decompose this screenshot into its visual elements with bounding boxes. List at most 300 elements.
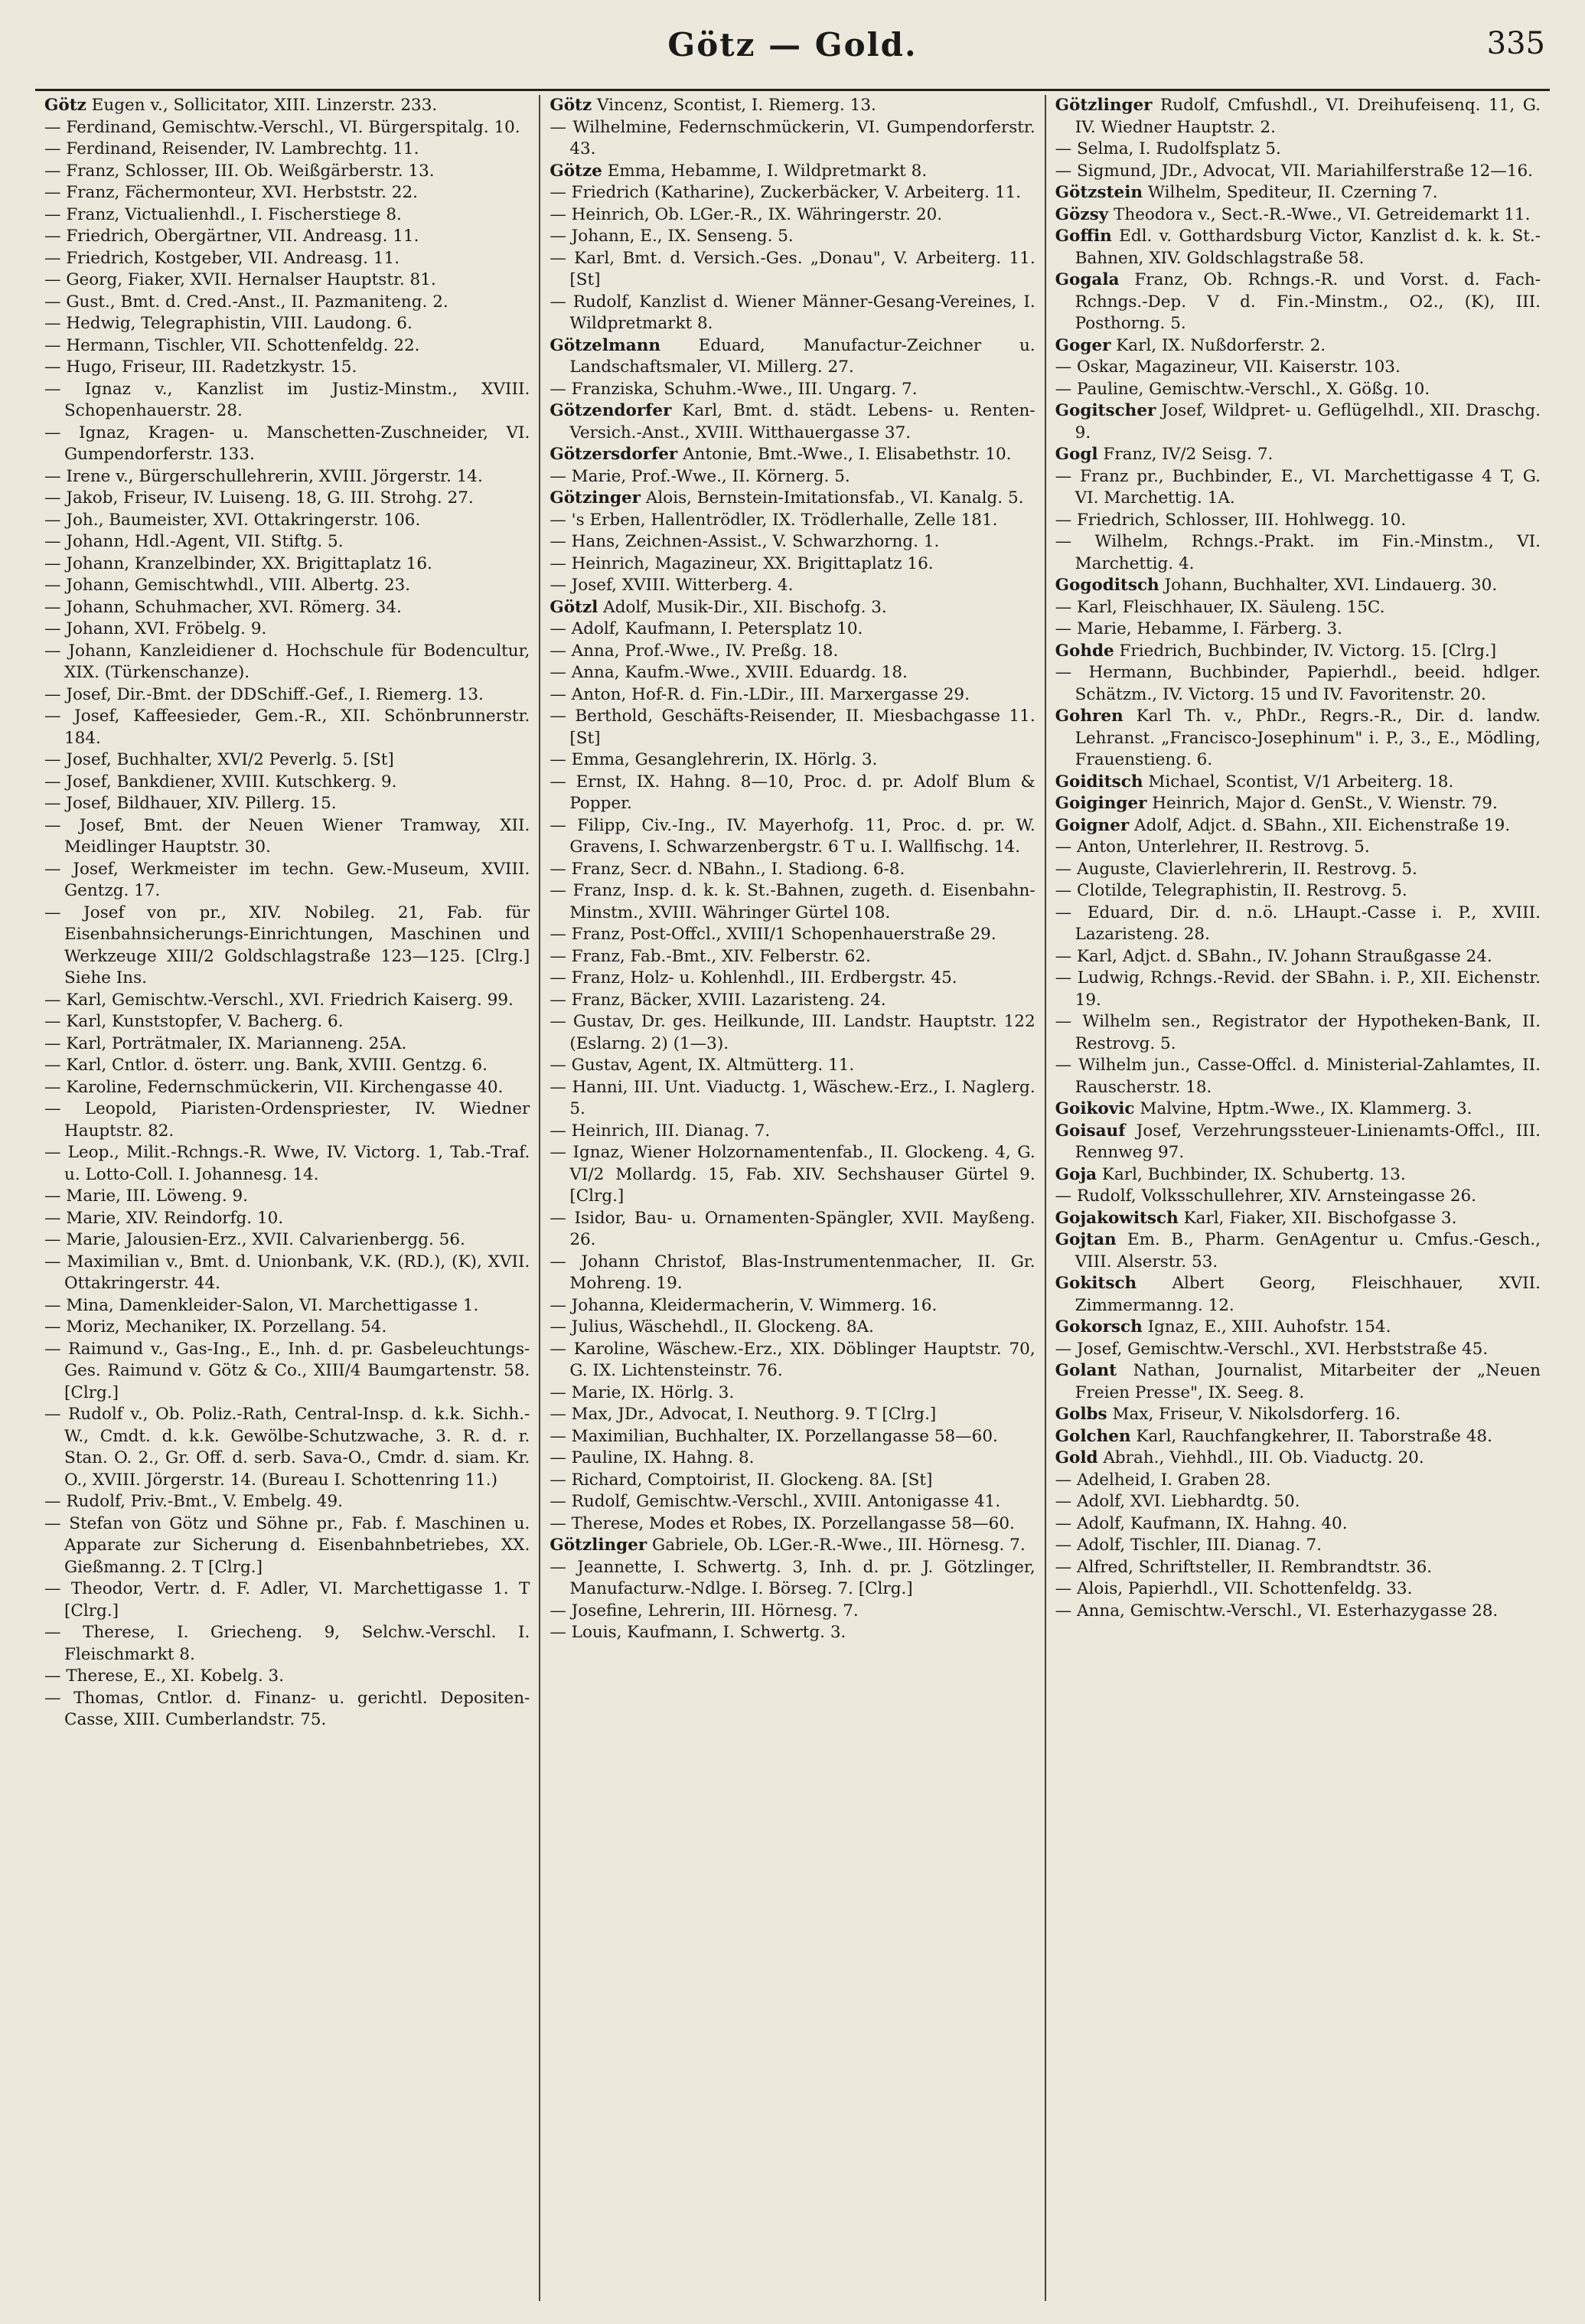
entry-details: Karoline, Wäschew.-Erz., XIX. Döblinger Hauptstr. 70, G. IX. Lichtensteinstr. 76. [566, 1339, 1035, 1380]
entry-dash: — [44, 1056, 61, 1075]
entry-dash: — [550, 204, 566, 224]
entry-details: Anton, Hof-R. d. Fin.-LDir., III. Marxergasse 29. [566, 684, 970, 704]
directory-entry [1055, 1557, 1541, 1579]
directory-entry [550, 248, 1035, 292]
directory-entry [550, 466, 1035, 488]
entry-details: Wilhelmine, Federnschmückerin, VI. Gumpendorferstr. 43. [566, 117, 1035, 158]
directory-entry [550, 510, 1035, 532]
entry-dash: — [1055, 466, 1072, 486]
entry-dash: — [44, 270, 61, 289]
entry-surname: Goisauf [1055, 1121, 1126, 1141]
directory-entry [1055, 859, 1541, 881]
entry-details: Friedrich, Buchbinder, IV. Victorg. 15. [Clrg.] [1114, 641, 1497, 661]
entry-surname: Gold [1055, 1448, 1098, 1467]
entry-details: Max, Friseur, V. Nikolsdorferg. 16. [1107, 1405, 1401, 1424]
entry-details: Heinrich, Ob. LGer.-R., IX. Währingerstr. 20. [566, 204, 943, 224]
entry-details: Theodor, Vertr. d. F. Adler, VI. Marchettigasse 1. T [Clrg.] [60, 1579, 530, 1621]
entry-surname: Gojtan [1055, 1230, 1117, 1249]
entry-dash: — [44, 772, 61, 792]
entry-details: Therese, E., XI. Kobelg. 3. [60, 1666, 285, 1686]
directory-entry [550, 400, 1035, 444]
directory-entry [44, 1186, 530, 1208]
entry-details: Clotilde, Telegraphistin, II. Restrovg. 5. [1071, 881, 1407, 900]
directory-entry [44, 248, 530, 270]
entry-dash: — [550, 1382, 566, 1402]
entry-details: Johann, E., IX. Senseng. 5. [566, 227, 794, 246]
entry-dash: — [1055, 139, 1072, 158]
directory-entry [44, 1208, 530, 1230]
entry-details: Johann, Kranzelbinder, XX. Brigittaplatz 16. [60, 553, 432, 573]
directory-entry [550, 1252, 1035, 1295]
directory-entry [44, 357, 530, 379]
entry-details: Wilhelm sen., Registrator der Hypotheken-Bank, II. Restrovg. 5. [1071, 1012, 1541, 1053]
directory-entry [550, 1426, 1035, 1448]
entry-details: Pauline, Gemischtw.-Verschl., X. Gößg. 10. [1071, 379, 1430, 399]
entry-dash: — [44, 488, 61, 508]
entry-details: Berthold, Geschäfts-Reisender, II. Miesbachgasse 11. [St] [566, 707, 1035, 748]
directory-entry [44, 269, 530, 292]
entry-details: Karl, Cntlor. d. österr. ung. Bank, XVIII. Gentzg. 6. [60, 1056, 488, 1075]
entry-details: Ignaz, E., XIII. Auhofstr. 154. [1142, 1317, 1391, 1337]
directory-entry [550, 619, 1035, 641]
entry-dash: — [1055, 837, 1072, 857]
directory-entry [44, 531, 530, 553]
entry-details: Abrah., Viehhdl., III. Ob. Viaductg. 20. [1097, 1448, 1424, 1467]
entry-dash: — [44, 1252, 61, 1271]
entry-surname: Götzlinger [550, 1536, 647, 1555]
entry-details: Ignaz, Kragen- u. Manschetten-Zuschneider, VI. Gumpendorferstr. 133. [60, 423, 530, 464]
directory-entry [1055, 1535, 1541, 1557]
entry-details: Karl, Fleischhauer, IX. Säuleng. 15C. [1071, 597, 1385, 617]
entry-dash: — [550, 292, 566, 312]
entry-details: Karl Th. v., PhDr., Regrs.-R., Dir. d. landw. Lehranst. „Francisco-Josephinum" i. P., 3., E., Mödling, Frauenstieng. 6. [1075, 707, 1541, 769]
entry-details: Georg, Fiaker, XVII. Hernalser Hauptstr. 81. [60, 270, 436, 289]
entry-dash: — [1055, 946, 1072, 966]
directory-entry [44, 1252, 530, 1295]
directory-entry [550, 1055, 1035, 1077]
entry-details: Thomas, Cntlor. d. Finanz- u. gerichtl. Depositen-Casse, XIII. Cumberlandstr. 75. [60, 1688, 530, 1729]
entry-details: Anna, Kaufm.-Wwe., XVIII. Eduardg. 18. [566, 663, 908, 682]
directory-entry [1055, 837, 1541, 859]
entry-details: Josef, XVIII. Witterberg. 4. [566, 576, 794, 595]
directory-entry [1055, 1098, 1541, 1121]
entry-details: Josef, Kaffeesieder, Gem.-R., XII. Schönbrunnerstr. 184. [60, 707, 530, 748]
entry-details: Oskar, Magazineur, VII. Kaiserstr. 103. [1071, 357, 1401, 377]
entry-details: Adolf, XVI. Liebhardtg. 50. [1071, 1492, 1300, 1511]
directory-entry [550, 379, 1035, 401]
entry-dash: — [550, 1513, 566, 1533]
directory-entry [44, 575, 530, 597]
entry-surname: Gogala [1055, 270, 1120, 289]
entry-dash: — [44, 990, 61, 1010]
entry-details: Josef, Wildpret- u. Geflügelhdl., XII. Draschg. 9. [1075, 401, 1541, 442]
entry-dash: — [550, 619, 566, 638]
entry-dash: — [44, 379, 61, 399]
entry-surname: Götz [550, 96, 592, 115]
entry-details: Anna, Gemischtw.-Verschl., VI. Esterhazygasse 28. [1071, 1601, 1499, 1621]
entry-dash: — [1055, 1012, 1072, 1031]
directory-entry [44, 903, 530, 990]
entry-surname: Goiditsch [1055, 772, 1143, 792]
directory-entry [550, 1295, 1035, 1317]
directory-entry [1055, 1011, 1541, 1055]
directory-entry [550, 488, 1035, 510]
directory-entry [550, 1077, 1035, 1121]
entry-details: Wilhelm, Spediteur, II. Czerning 7. [1143, 183, 1438, 202]
directory-entry [550, 990, 1035, 1012]
directory-entry [1055, 335, 1541, 357]
entry-dash: — [550, 1470, 566, 1490]
directory-entry [1055, 161, 1541, 183]
directory-entry [550, 182, 1035, 204]
entry-dash: — [550, 466, 566, 486]
entry-dash: — [550, 859, 566, 879]
entry-details: Johanna, Kleidermacherin, V. Wimmerg. 16. [566, 1295, 938, 1315]
directory-entry [1055, 793, 1541, 815]
directory-entry [550, 946, 1035, 968]
entry-dash: — [44, 1579, 61, 1598]
entry-surname: Götze [550, 161, 602, 181]
entry-surname: Goikovic [1055, 1099, 1135, 1118]
directory-entry [44, 749, 530, 772]
entry-details: Karl, Bmt. d. städt. Lebens- u. Renten-Versich.-Anst., XVIII. Witthauergasse 37. [569, 401, 1035, 442]
directory-entry [1055, 269, 1541, 335]
entry-details: Rudolf, Cmfushdl., VI. Dreihufeisenq. 11, G. IV. Wiedner Hauptstr. 2. [1075, 96, 1541, 137]
directory-entry [44, 466, 530, 488]
directory-entry [550, 1317, 1035, 1339]
entry-details: Maximilian v., Bmt. d. Unionbank, V.K. (RD.), (K), XVII. Ottakringerstr. 44. [60, 1252, 530, 1293]
entry-details: Karl, Rauchfangkehrer, II. Taborstraße 48. [1130, 1426, 1492, 1446]
directory-entry [1055, 1121, 1541, 1164]
entry-details: Marie, Jalousien-Erz., XVII. Calvarienbergg. 56. [60, 1230, 465, 1249]
directory-entry [550, 204, 1035, 227]
directory-entry [1055, 357, 1541, 379]
directory-entry [1055, 1229, 1541, 1273]
entry-details: Friedrich, Obergärtner, VII. Andreasg. 11. [60, 227, 419, 246]
entry-details: Jeannette, I. Schwertg. 3, Inh. d. pr. J. Götzlinger, Manufacturw.-Ndlge. I. Börseg. 7. [Clrg.] [566, 1557, 1035, 1598]
entry-dash: — [44, 815, 61, 835]
entry-details: Johann Christof, Blas-Instrumentenmacher, II. Gr. Mohreng. 19. [566, 1252, 1035, 1293]
directory-entry [550, 924, 1035, 946]
entry-dash: — [44, 1666, 61, 1686]
entry-dash: — [1055, 532, 1072, 551]
entry-details: Edl. v. Gotthardsburg Victor, Kanzlist d. k. k. St.-Bahnen, XIV. Goldschlagstraße 58. [1075, 227, 1541, 268]
entry-dash: — [44, 794, 61, 813]
entry-dash: — [550, 553, 566, 573]
directory-entry [1055, 1601, 1541, 1623]
entry-details: Moriz, Mechaniker, IX. Porzellang. 54. [60, 1317, 387, 1337]
entry-dash: — [44, 1295, 61, 1315]
directory-entry [44, 292, 530, 314]
directory-entry [1055, 400, 1541, 444]
directory-entry [1055, 182, 1541, 204]
entry-dash: — [1055, 1186, 1072, 1206]
entry-details: Mina, Damenkleider-Salon, VI. Marchettigasse 1. [60, 1295, 479, 1315]
entry-details: Emma, Gesanglehrerin, IX. Hörlg. 3. [566, 750, 878, 769]
directory-entry [44, 161, 530, 183]
entry-dash: — [550, 815, 566, 835]
entry-details: Selma, I. Rudolfsplatz 5. [1071, 139, 1281, 158]
entry-details: Stefan von Götz und Söhne pr., Fab. f. Maschinen u. Apparate zur Sicherung d. Eisenbahnbetriebes, XX. Gießmanng. 2. T [Clrg.] [60, 1513, 530, 1577]
entry-dash: — [1055, 1339, 1072, 1359]
directory-entry [1055, 1055, 1541, 1098]
directory-entry [44, 379, 530, 423]
entry-dash: — [550, 1143, 566, 1162]
entry-details: Alois, Papierhdl., VII. Schottenfeldg. 33. [1071, 1579, 1413, 1598]
directory-entry [1055, 946, 1541, 968]
entry-details: Friedrich, Kostgeber, VII. Andreasg. 11. [60, 248, 400, 268]
entry-surname: Goigner [1055, 815, 1130, 835]
entry-details: Max, JDr., Advocat, I. Neuthorg. 9. T [Clrg.] [566, 1405, 937, 1424]
entry-surname: Gogitscher [1055, 401, 1156, 420]
entry-dash: — [44, 684, 61, 704]
directory-entry [550, 1121, 1035, 1143]
directory-entry [1055, 1273, 1541, 1317]
directory-entry [44, 553, 530, 576]
entry-surname: Gohren [1055, 707, 1124, 726]
entry-details: Leopold, Piaristen-Ordenspriester, IV. Wiedner Hauptstr. 82. [60, 1099, 530, 1141]
directory-entry [44, 510, 530, 532]
entry-dash: — [550, 684, 566, 704]
entry-dash: — [550, 1492, 566, 1511]
entry-dash: — [44, 117, 61, 137]
directory-entry [44, 335, 530, 357]
entry-dash: — [44, 553, 61, 573]
entry-surname: Gogoditsch [1055, 576, 1159, 595]
entry-surname: Götz [44, 96, 86, 115]
entry-dash: — [44, 576, 61, 595]
entry-details: Adolf, Musik-Dir., XII. Bischofg. 3. [598, 597, 887, 617]
directory-entry [1055, 1317, 1541, 1339]
entry-dash: — [44, 466, 61, 486]
directory-entry [550, 749, 1035, 772]
directory-entry [550, 815, 1035, 859]
entry-details: Isidor, Bau- u. Ornamenten-Spängler, XVII. Mayßeng. 26. [566, 1208, 1035, 1249]
entry-surname: Götzlinger [1055, 96, 1153, 115]
entry-details: Nathan, Journalist, Mitarbeiter der „Neuen Freien Presse", IX. Seeg. 8. [1075, 1361, 1541, 1402]
directory-entry [550, 575, 1035, 597]
directory-entry [550, 226, 1035, 248]
directory-entry [550, 161, 1035, 183]
entry-details: Rudolf, Volksschullehrer, XIV. Arnsteingasse 26. [1071, 1186, 1476, 1206]
entry-surname: Gokorsch [1055, 1317, 1143, 1337]
entry-dash: — [44, 1405, 61, 1424]
entry-details: Marie, Prof.-Wwe., II. Körnerg. 5. [566, 466, 850, 486]
directory-entry [1055, 379, 1541, 401]
entry-dash: — [44, 1230, 61, 1249]
entry-details: Irene v., Bürgerschullehrerin, XVIII. Jörgerstr. 14. [60, 466, 483, 486]
entry-dash: — [1055, 663, 1072, 682]
entry-details: Alois, Bernstein-Imitationsfab., VI. Kanalg. 5. [641, 488, 1024, 508]
directory-entry [550, 117, 1035, 161]
entry-dash: — [44, 292, 61, 312]
entry-surname: Gözsy [1055, 204, 1109, 224]
entry-dash: — [44, 707, 61, 726]
entry-dash: — [44, 204, 61, 224]
entry-details: Johann, XVI. Fröbelg. 9. [60, 619, 267, 638]
entry-surname: Golbs [1055, 1405, 1107, 1424]
entry-dash: — [1055, 1579, 1072, 1598]
entry-dash: — [44, 1208, 61, 1228]
entry-details: Johann, Buchhalter, XVI. Lindauerg. 30. [1159, 576, 1498, 595]
column-3 [1045, 95, 1550, 2301]
directory-entry [44, 313, 530, 335]
directory-entry [44, 1098, 530, 1142]
entry-dash: — [1055, 1470, 1072, 1490]
entry-details: Josef, Bildhauer, XIV. Pillerg. 15. [60, 794, 337, 813]
entry-dash: — [550, 576, 566, 595]
entry-dash: — [44, 1099, 61, 1118]
entry-surname: Götzendorfer [550, 401, 672, 420]
entry-details: Karoline, Federnschmückerin, VII. Kirchengasse 40. [60, 1077, 504, 1097]
entry-dash: — [550, 1448, 566, 1467]
entry-details: Josef, Dir.-Bmt. der DDSchiff.-Gef., I. Riemerg. 13. [60, 684, 484, 704]
directory-entry [44, 793, 530, 815]
entry-details: Therese, I. Griecheng. 9, Selchw.-Verschl. I. Fleischmarkt 8. [60, 1623, 530, 1664]
entry-dash: — [1055, 597, 1072, 617]
entry-details: Franz, Secr. d. NBahn., I. Stadiong. 6-8. [566, 859, 905, 879]
entry-surname: Gohde [1055, 641, 1114, 661]
directory-entry [44, 182, 530, 204]
directory-entry [44, 641, 530, 684]
entry-details: Therese, Modes et Robes, IX. Porzellangasse 58—60. [566, 1513, 1015, 1533]
entry-details: Joh., Baumeister, XVI. Ottakringerstr. 106. [60, 510, 421, 530]
entry-dash: — [1055, 510, 1072, 530]
directory-entry [44, 706, 530, 749]
directory-entry [44, 1055, 530, 1077]
entry-dash: — [550, 1012, 566, 1031]
entry-details: Ignaz v., Kanzlist im Justiz-Minstm., XVIII. Schopenhauerstr. 28. [60, 379, 530, 420]
entry-dash: — [550, 1252, 566, 1271]
entry-dash: — [550, 1317, 566, 1337]
entry-details: Adolf, Tischler, III. Dianag. 7. [1071, 1536, 1322, 1555]
entry-details: Julius, Wäschehdl., II. Glockeng. 8A. [566, 1317, 874, 1337]
entry-dash: — [44, 183, 61, 202]
entry-details: Friedrich (Katharine), Zuckerbäcker, V. Arbeiterg. 11. [566, 183, 1022, 202]
entry-dash: — [550, 881, 566, 900]
entry-dash: — [550, 1557, 566, 1577]
directory-entry [1055, 1339, 1541, 1361]
entry-details: Franz, Victualienhdl., I. Fischerstiege 8. [60, 204, 402, 224]
entry-details: Hanni, III. Unt. Viaductg. 1, Wäschew.-Erz., I. Naglerg. 5. [566, 1077, 1035, 1118]
directory-entry [44, 619, 530, 641]
entry-dash: — [44, 423, 61, 442]
entry-details: Hermann, Tischler, VII. Schottenfeldg. 22. [60, 335, 420, 355]
directory-entry [44, 1142, 530, 1186]
entry-dash: — [1055, 619, 1072, 638]
entry-dash: — [550, 1426, 566, 1446]
directory-entry [1055, 444, 1541, 466]
directory-entry [550, 1513, 1035, 1536]
entry-dash: — [550, 510, 566, 530]
directory-entry [44, 1404, 530, 1491]
directory-entry [1055, 575, 1541, 597]
entry-surname: Goger [1055, 335, 1111, 355]
entry-details: Rudolf v., Ob. Poliz.-Rath, Central-Insp. d. k.k. Sichh.-W., Cmdt. d. k.k. Gewölbe-Schutzwache, 3. R. d. r. Stan. O. 2., Gr. Off. d. serb. Sava-O., Cmdr. d. siam. Kr. O., XVIII. Jörgerstr. 14. (Bureau I. Schottenring 11.) [60, 1405, 530, 1490]
entry-surname: Gokitsch [1055, 1274, 1137, 1293]
directory-entry [550, 1491, 1035, 1513]
entry-details: Heinrich, III. Dianag. 7. [566, 1121, 771, 1141]
entry-details: Josef, Werkmeister im techn. Gew.-Museum, XVIII. Gentzg. 17. [60, 859, 530, 900]
entry-details: Franz, Post-Offcl., XVIII/1 Schopenhauerstraße 29. [566, 925, 996, 944]
directory-entry [550, 597, 1035, 619]
entry-dash: — [44, 161, 61, 181]
entry-dash: — [1055, 1056, 1072, 1075]
entry-details: Josef von pr., XIV. Nobileg. 21, Fab. für Eisenbahnsicherungs-Einrichtungen, Maschinen und Werkzeuge XIII/2 Goldschlagstraße 123—125. [Clrg.] Siehe Ins. [60, 903, 530, 987]
entry-surname: Goiginger [1055, 794, 1147, 813]
entry-dash: — [44, 227, 61, 246]
directory-entry [550, 444, 1035, 466]
entry-dash: — [1055, 859, 1072, 879]
entry-dash: — [44, 1186, 61, 1206]
entry-dash: — [44, 1339, 61, 1359]
page-number: 335 [1486, 26, 1545, 61]
directory-entry [1055, 1491, 1541, 1513]
entry-dash: — [44, 1143, 61, 1162]
directory-entry [550, 1622, 1035, 1644]
entry-surname: Goffin [1055, 227, 1112, 246]
entry-dash: — [550, 1295, 566, 1315]
entry-details: Josef, Bmt. der Neuen Wiener Tramway, XII. Meidlinger Hauptstr. 30. [60, 815, 530, 857]
entry-details: Pauline, IX. Hahng. 8. [566, 1448, 755, 1467]
directory-entry [1055, 466, 1541, 510]
entry-dash: — [550, 532, 566, 551]
entry-details: Johann, Kanzleidiener d. Hochschule für Bodencultur, XIX. (Türkenschanze). [60, 641, 530, 682]
entry-details: Johann, Schuhmacher, XVI. Römerg. 34. [60, 597, 402, 617]
directory-entry [550, 1448, 1035, 1470]
entry-details: Sigmund, JDr., Advocat, VII. Mariahilferstraße 12—16. [1071, 161, 1533, 181]
entry-details: Louis, Kaufmann, I. Schwertg. 3. [566, 1623, 846, 1642]
entry-dash: — [44, 139, 61, 158]
entry-details: Malvine, Hptm.-Wwe., IX. Klammerg. 3. [1134, 1099, 1472, 1118]
directory-entry [44, 204, 530, 227]
entry-details: Marie, IX. Hörlg. 3. [566, 1382, 735, 1402]
entry-details: Karl, Kunststopfer, V. Bacherg. 6. [60, 1012, 344, 1031]
directory-entry [1055, 641, 1541, 663]
directory-entry [1055, 968, 1541, 1011]
directory-entry [550, 772, 1035, 815]
entry-dash: — [550, 117, 566, 137]
entry-surname: Golant [1055, 1361, 1117, 1380]
entry-dash: — [550, 772, 566, 792]
entry-dash: — [550, 707, 566, 726]
directory-entry [1055, 1578, 1541, 1601]
directory-entry [550, 641, 1035, 663]
entry-details: Karl, Fiaker, XII. Bischofgasse 3. [1178, 1208, 1457, 1228]
directory-entry [44, 990, 530, 1012]
directory-entry [1055, 662, 1541, 706]
directory-entry [550, 859, 1035, 881]
entry-details: Leop., Milit.-Rchngs.-R. Wwe, IV. Victorg. 1, Tab.-Traf. u. Lotto-Coll. I. Johannesg. 14. [60, 1143, 530, 1184]
page-title: Götz — Gold. [667, 26, 918, 64]
directory-entry [44, 859, 530, 903]
entry-dash: — [550, 946, 566, 966]
entry-details: Wilhelm jun., Casse-Offcl. d. Ministerial-Zahlamtes, II. Rauscherstr. 18. [1071, 1056, 1541, 1097]
directory-entry [44, 1513, 530, 1579]
entry-details: Johann, Gemischtwhdl., VIII. Albertg. 23. [60, 576, 411, 595]
entry-details: Filipp, Civ.-Ing., IV. Mayerhofg. 11, Proc. d. pr. W. Gravens, I. Schwarzenbergstr. 6 T u. I. Wallfischg. 14. [566, 815, 1035, 857]
entry-dash: — [550, 641, 566, 661]
directory-entry [44, 772, 530, 794]
directory-entry [44, 139, 530, 161]
entry-details: Franz, Bäcker, XVIII. Lazaristeng. 24. [566, 990, 886, 1010]
directory-entry [1055, 1208, 1541, 1230]
directory-entry [44, 488, 530, 510]
entry-surname: Götzersdorfer [550, 445, 678, 464]
entry-details: Josefine, Lehrerin, III. Hörnesg. 7. [566, 1601, 859, 1621]
entry-details: Franz pr., Buchbinder, E., VI. Marchettigasse 4 T, G. VI. Marchettig. 1A. [1071, 466, 1541, 508]
entry-dash: — [44, 1077, 61, 1097]
